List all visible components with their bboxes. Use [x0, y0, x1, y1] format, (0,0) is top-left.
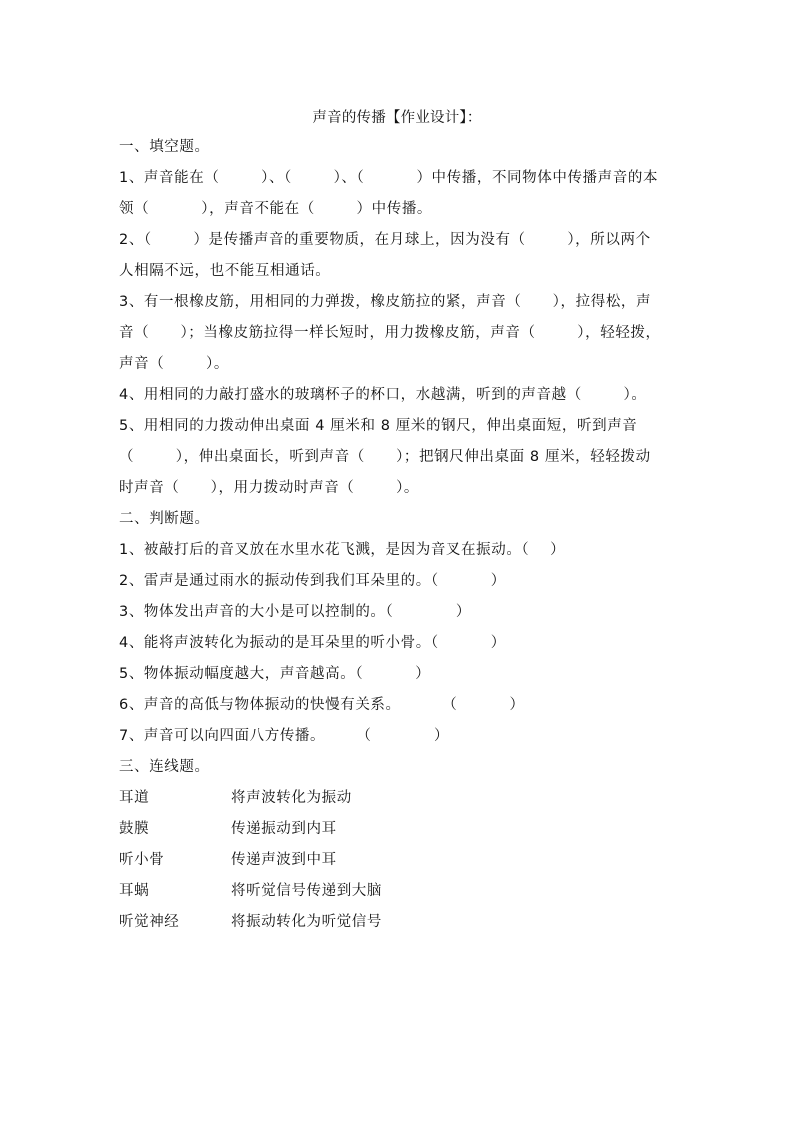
true-false-item: 1、被敲打后的音叉放在水里水花飞溅，是因为音叉在振动。（ ） [119, 542, 566, 558]
true-false-item: 5、物体振动幅度越大，声音越高。（ ） [119, 666, 431, 682]
page-title: 声音的传播【作业设计】： [312, 110, 482, 126]
matching-row [119, 876, 699, 907]
matching-row [119, 783, 699, 814]
section-heading-true-false: 二、判断题。 [119, 511, 210, 527]
matching-left-term: 听小骨 [119, 852, 165, 868]
matching-left-term: 鼓膜 [119, 821, 150, 837]
matching-right-term: 将声波转化为振动 [231, 790, 352, 806]
fill-blank-line: 4、用相同的力敲打盛水的玻璃杯子的杯口，水越满，听到的声音越（ ）。 [119, 387, 647, 403]
fill-blank-line: 领（ ），声音不能在（ ）中传播。 [119, 201, 433, 217]
matching-left-term: 听觉神经 [119, 914, 180, 930]
section-heading-fill-blank: 一、填空题。 [119, 139, 210, 155]
fill-blank-line: 3、有一根橡皮筋，用相同的力弹拨，橡皮筋拉的紧，声音（ ），拉得松，声 [119, 294, 652, 310]
true-false-item: 3、物体发出声音的大小是可以控制的。（ ） [119, 604, 471, 620]
fill-blank-line: （ ），伸出桌面长，听到声音（ ）；把钢尺伸出桌面 8 厘米，轻轻拨动 [119, 449, 651, 465]
matching-right-term: 将听觉信号传递到大脑 [231, 883, 382, 899]
matching-row [119, 845, 699, 876]
fill-blank-line: 音（ ）；当橡皮筋拉得一样长短时，用力拨橡皮筋，声音（ ），轻轻拨， [119, 325, 661, 341]
true-false-item: 2、雷声是通过雨水的振动传到我们耳朵里的。（ ） [119, 573, 506, 589]
fill-blank-line: 时声音（ ），用力拨动时声音（ ）。 [119, 480, 420, 496]
matching-right-term: 传递声波到中耳 [231, 852, 337, 868]
fill-blank-line: 1、声音能在（ ）、（ ）、（ ）中传播，不同物体中传播声音的本 [119, 170, 659, 186]
true-false-item: 4、能将声波转化为振动的是耳朵里的听小骨。（ ） [119, 635, 506, 651]
matching-row [119, 814, 699, 845]
true-false-item: 7、声音可以向四面八方传播。 （ ） [119, 728, 450, 744]
worksheet-body [119, 132, 699, 938]
fill-blank-line: 5、用相同的力拨动伸出桌面 4 厘米和 8 厘米的钢尺，伸出桌面短，听到声音 [119, 418, 638, 434]
matching-left-term: 耳蜗 [119, 883, 150, 899]
true-false-item: 6、声音的高低与物体振动的快慢有关系。 （ ） [119, 697, 525, 713]
section-heading-matching: 三、连线题。 [119, 759, 210, 775]
matching-left-term: 耳道 [119, 790, 150, 806]
fill-blank-line: 声音（ ）。 [119, 356, 229, 372]
fill-blank-line: 人相隔不远，也不能互相通话。 [119, 263, 331, 279]
matching-row [119, 907, 699, 938]
matching-right-term: 传递振动到内耳 [231, 821, 337, 837]
matching-right-term: 将振动转化为听觉信号 [231, 914, 382, 930]
fill-blank-line: 2、（ ）是传播声音的重要物质，在月球上，因为没有（ ），所以两个 [119, 232, 651, 248]
